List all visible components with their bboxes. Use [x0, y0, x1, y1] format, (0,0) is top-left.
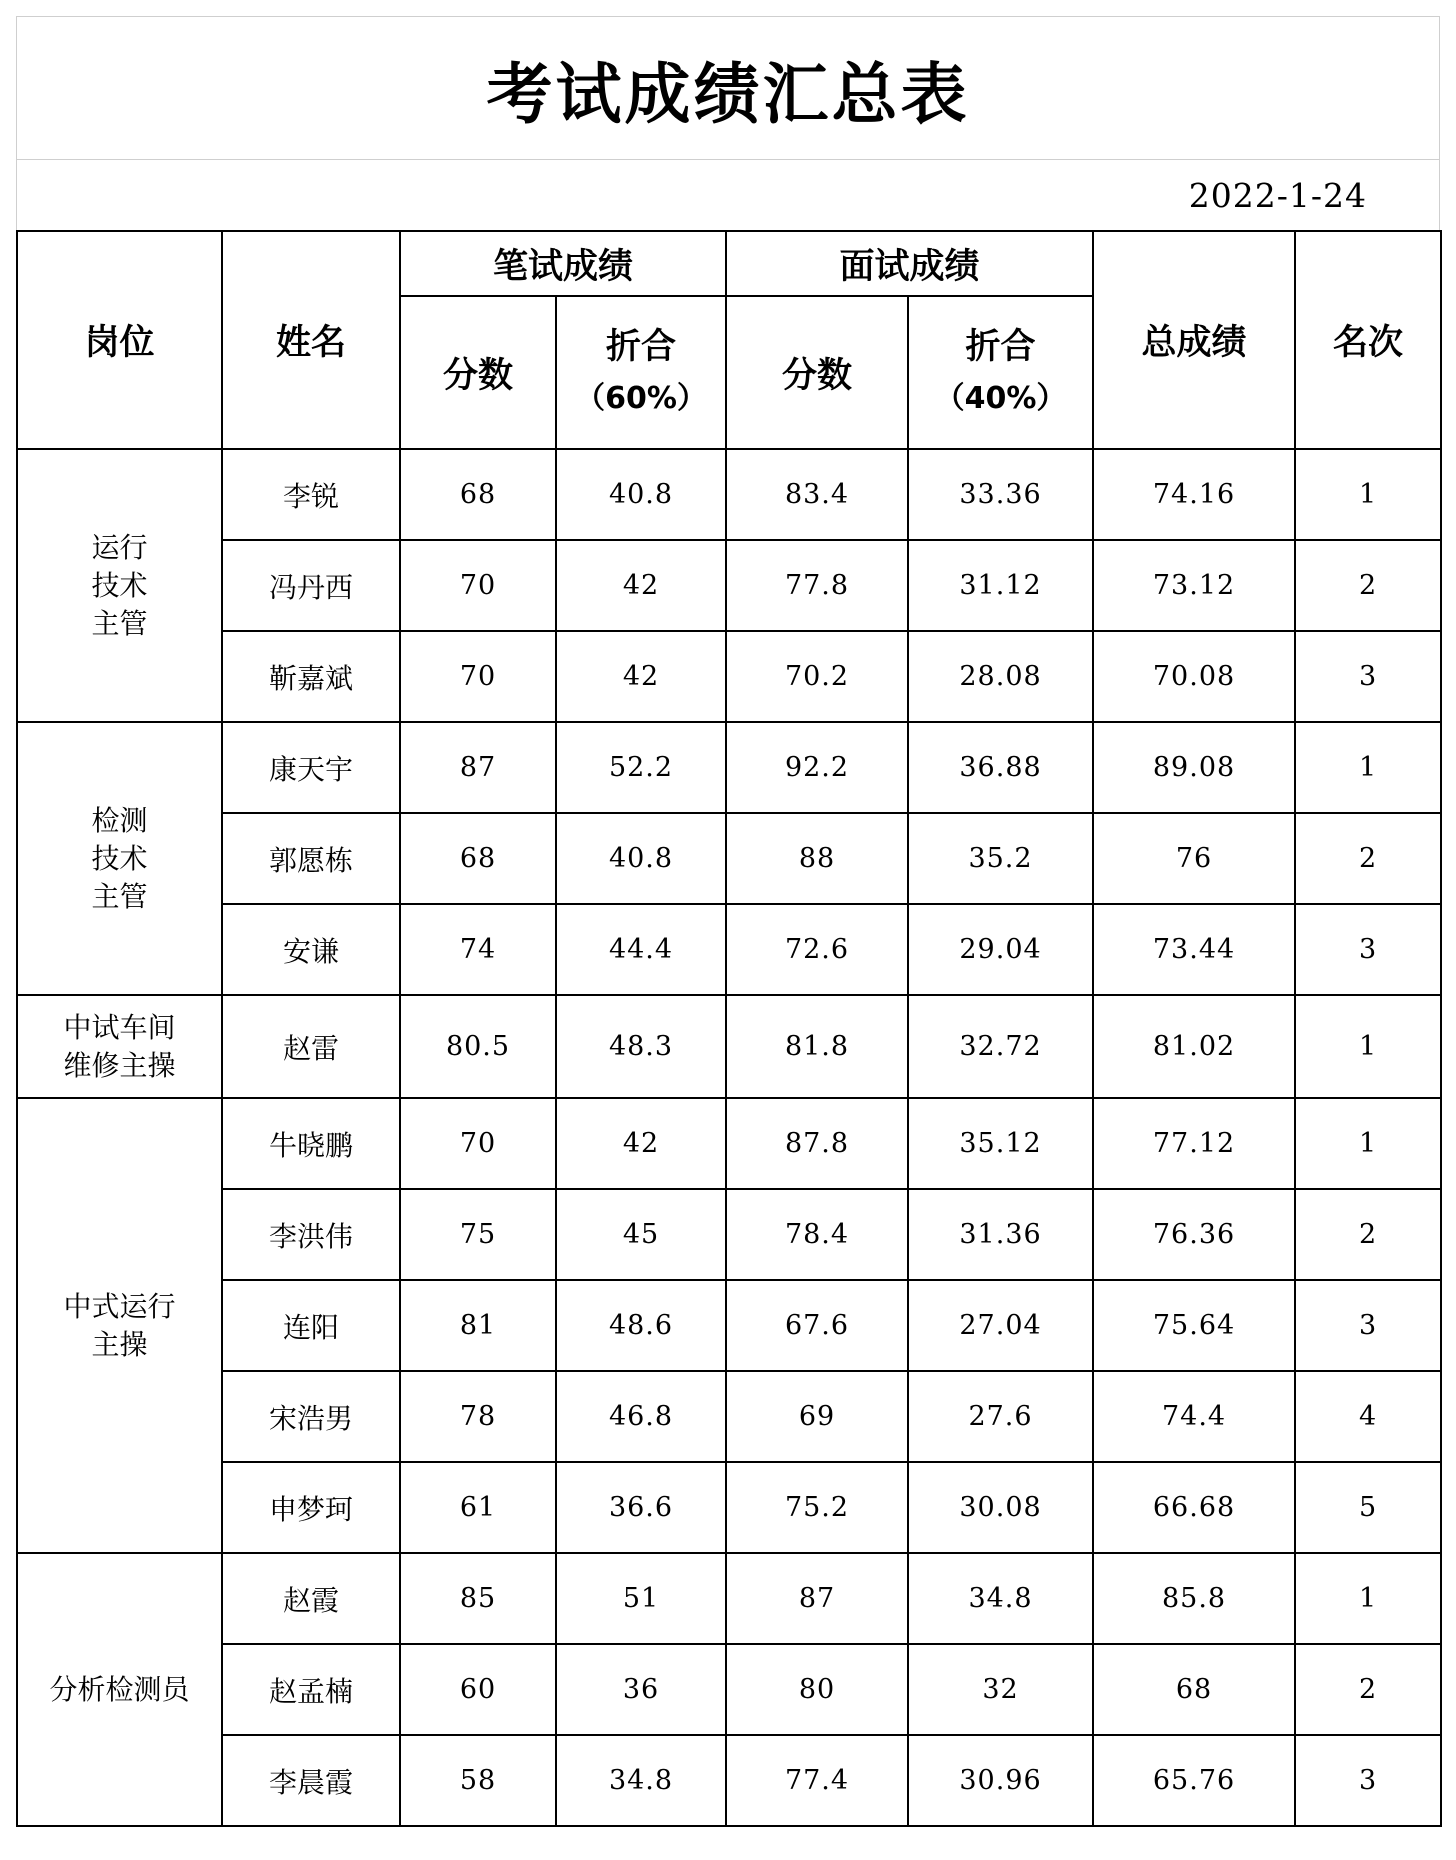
written-converted-cell: 42: [556, 1098, 726, 1189]
written-score-cell: 68: [400, 449, 556, 540]
written-converted-cell: 40.8: [556, 449, 726, 540]
rank-cell: 3: [1295, 631, 1441, 722]
header-written: 笔试成绩: [400, 231, 726, 296]
interview-converted-cell: 35.2: [908, 813, 1093, 904]
header-rank: 名次: [1295, 231, 1441, 449]
interview-score-cell: 88: [726, 813, 908, 904]
name-cell: 靳嘉斌: [222, 631, 400, 722]
total-cell: 85.8: [1093, 1553, 1295, 1644]
header-written-score: 分数: [400, 296, 556, 449]
header-interview: 面试成绩: [726, 231, 1093, 296]
table-row: [17, 904, 1441, 995]
name-cell: 安谦: [222, 904, 400, 995]
name-cell: 郭愿栋: [222, 813, 400, 904]
position-line: 技术: [91, 841, 148, 875]
interview-converted-cell: 35.12: [908, 1098, 1093, 1189]
interview-score-cell: 77.4: [726, 1735, 908, 1826]
rank-cell: 2: [1295, 540, 1441, 631]
interview-converted-cell: 34.8: [908, 1553, 1093, 1644]
name-cell: 李晨霞: [222, 1735, 400, 1826]
header-interview-score: 分数: [726, 296, 908, 449]
written-converted-cell: 34.8: [556, 1735, 726, 1826]
position-line: 技术: [91, 568, 148, 602]
table-row: [17, 1735, 1441, 1826]
header-written-ratio: （60%）: [575, 380, 707, 416]
total-cell: 77.12: [1093, 1098, 1295, 1189]
total-cell: 89.08: [1093, 722, 1295, 813]
position-line: 中式运行: [63, 1289, 176, 1323]
name-cell: 申梦珂: [222, 1462, 400, 1553]
rank-cell: 1: [1295, 995, 1441, 1098]
interview-score-cell: 75.2: [726, 1462, 908, 1553]
written-converted-cell: 36: [556, 1644, 726, 1735]
total-cell: 70.08: [1093, 631, 1295, 722]
interview-score-cell: 70.2: [726, 631, 908, 722]
rank-cell: 5: [1295, 1462, 1441, 1553]
header-interview-converted: [908, 296, 1093, 449]
name-cell: 李洪伟: [222, 1189, 400, 1280]
interview-score-cell: 69: [726, 1371, 908, 1462]
position-cell: [17, 1098, 222, 1553]
interview-converted-cell: 30.08: [908, 1462, 1093, 1553]
header-written-converted: [556, 296, 726, 449]
rank-cell: 2: [1295, 1189, 1441, 1280]
header-total: 总成绩: [1093, 231, 1295, 449]
interview-converted-cell: 32.72: [908, 995, 1093, 1098]
total-cell: 68: [1093, 1644, 1295, 1735]
name-cell: 赵孟楠: [222, 1644, 400, 1735]
interview-score-cell: 87: [726, 1553, 908, 1644]
written-converted-cell: 42: [556, 540, 726, 631]
written-score-cell: 85: [400, 1553, 556, 1644]
written-converted-cell: 48.3: [556, 995, 726, 1098]
header-name: 姓名: [222, 231, 400, 449]
written-converted-cell: 44.4: [556, 904, 726, 995]
written-score-cell: 70: [400, 540, 556, 631]
written-score-cell: 61: [400, 1462, 556, 1553]
interview-converted-cell: 36.88: [908, 722, 1093, 813]
interview-converted-cell: 27.6: [908, 1371, 1093, 1462]
table-row: [17, 1280, 1441, 1371]
table-row: [17, 1644, 1441, 1735]
interview-score-cell: 83.4: [726, 449, 908, 540]
table-row: [17, 722, 1441, 813]
table-row: [17, 1553, 1441, 1644]
interview-converted-cell: 32: [908, 1644, 1093, 1735]
total-cell: 75.64: [1093, 1280, 1295, 1371]
interview-converted-cell: 27.04: [908, 1280, 1093, 1371]
table-row: [17, 631, 1441, 722]
table-row: [17, 1189, 1441, 1280]
rank-cell: 3: [1295, 904, 1441, 995]
written-score-cell: 75: [400, 1189, 556, 1280]
total-cell: 76: [1093, 813, 1295, 904]
table-row: [17, 813, 1441, 904]
total-cell: 66.68: [1093, 1462, 1295, 1553]
rank-cell: 3: [1295, 1280, 1441, 1371]
header-interview-ratio: （40%）: [934, 380, 1067, 416]
table-row: [17, 1098, 1441, 1189]
written-score-cell: 74: [400, 904, 556, 995]
total-cell: 73.44: [1093, 904, 1295, 995]
position-line: 主管: [91, 606, 148, 640]
score-sheet: [16, 16, 1440, 1827]
name-cell: 冯丹西: [222, 540, 400, 631]
header-converted-label: 折合: [605, 326, 676, 367]
rank-cell: 3: [1295, 1735, 1441, 1826]
rank-cell: 2: [1295, 813, 1441, 904]
written-converted-cell: 45: [556, 1189, 726, 1280]
interview-score-cell: 92.2: [726, 722, 908, 813]
position-line: 维修主操: [63, 1048, 176, 1082]
table-row: [17, 995, 1441, 1098]
table-row: [17, 1371, 1441, 1462]
name-cell: 赵雷: [222, 995, 400, 1098]
interview-score-cell: 80: [726, 1644, 908, 1735]
total-cell: 65.76: [1093, 1735, 1295, 1826]
total-cell: 76.36: [1093, 1189, 1295, 1280]
interview-converted-cell: 28.08: [908, 631, 1093, 722]
position-cell: [17, 722, 222, 995]
position-line: 主操: [91, 1327, 148, 1361]
position-cell: [17, 1553, 222, 1826]
report-date: 2022-1-24: [1188, 176, 1367, 215]
written-score-cell: 87: [400, 722, 556, 813]
written-converted-cell: 36.6: [556, 1462, 726, 1553]
name-cell: 赵霞: [222, 1553, 400, 1644]
position-line: 中试车间: [63, 1010, 176, 1044]
position-line: 检测: [91, 803, 148, 837]
written-converted-cell: 46.8: [556, 1371, 726, 1462]
rank-cell: 1: [1295, 449, 1441, 540]
position-line: 运行: [91, 530, 148, 564]
written-converted-cell: 51: [556, 1553, 726, 1644]
name-cell: 康天宇: [222, 722, 400, 813]
name-cell: 李锐: [222, 449, 400, 540]
written-score-cell: 70: [400, 1098, 556, 1189]
interview-converted-cell: 31.36: [908, 1189, 1093, 1280]
position-cell: [17, 995, 222, 1098]
interview-converted-cell: 30.96: [908, 1735, 1093, 1826]
interview-converted-cell: 29.04: [908, 904, 1093, 995]
header-position: 岗位: [17, 231, 222, 449]
rank-cell: 1: [1295, 1553, 1441, 1644]
interview-score-cell: 81.8: [726, 995, 908, 1098]
interview-score-cell: 72.6: [726, 904, 908, 995]
title-row: [16, 16, 1440, 160]
interview-score-cell: 77.8: [726, 540, 908, 631]
date-row: [16, 160, 1440, 230]
total-cell: 74.4: [1093, 1371, 1295, 1462]
header-converted-label: 折合: [965, 326, 1036, 367]
page-title: 考试成绩汇总表: [486, 55, 970, 133]
interview-score-cell: 67.6: [726, 1280, 908, 1371]
interview-converted-cell: 33.36: [908, 449, 1093, 540]
written-score-cell: 68: [400, 813, 556, 904]
table-row: [17, 540, 1441, 631]
rank-cell: 1: [1295, 722, 1441, 813]
written-converted-cell: 40.8: [556, 813, 726, 904]
table-header: [17, 231, 1441, 449]
name-cell: 连阳: [222, 1280, 400, 1371]
written-score-cell: 60: [400, 1644, 556, 1735]
interview-score-cell: 78.4: [726, 1189, 908, 1280]
written-score-cell: 58: [400, 1735, 556, 1826]
rank-cell: 1: [1295, 1098, 1441, 1189]
rank-cell: 2: [1295, 1644, 1441, 1735]
table-row: [17, 1462, 1441, 1553]
total-cell: 73.12: [1093, 540, 1295, 631]
name-cell: 牛晓鹏: [222, 1098, 400, 1189]
written-converted-cell: 42: [556, 631, 726, 722]
name-cell: 宋浩男: [222, 1371, 400, 1462]
written-score-cell: 80.5: [400, 995, 556, 1098]
written-score-cell: 81: [400, 1280, 556, 1371]
score-table: [16, 230, 1442, 1827]
position-line: 主管: [91, 879, 148, 913]
written-score-cell: 78: [400, 1371, 556, 1462]
table-row: [17, 449, 1441, 540]
rank-cell: 4: [1295, 1371, 1441, 1462]
written-score-cell: 70: [400, 631, 556, 722]
interview-converted-cell: 31.12: [908, 540, 1093, 631]
total-cell: 74.16: [1093, 449, 1295, 540]
table-body: [17, 449, 1441, 1826]
position-cell: [17, 449, 222, 722]
written-converted-cell: 52.2: [556, 722, 726, 813]
total-cell: 81.02: [1093, 995, 1295, 1098]
written-converted-cell: 48.6: [556, 1280, 726, 1371]
interview-score-cell: 87.8: [726, 1098, 908, 1189]
position-line: 分析检测员: [49, 1672, 190, 1706]
